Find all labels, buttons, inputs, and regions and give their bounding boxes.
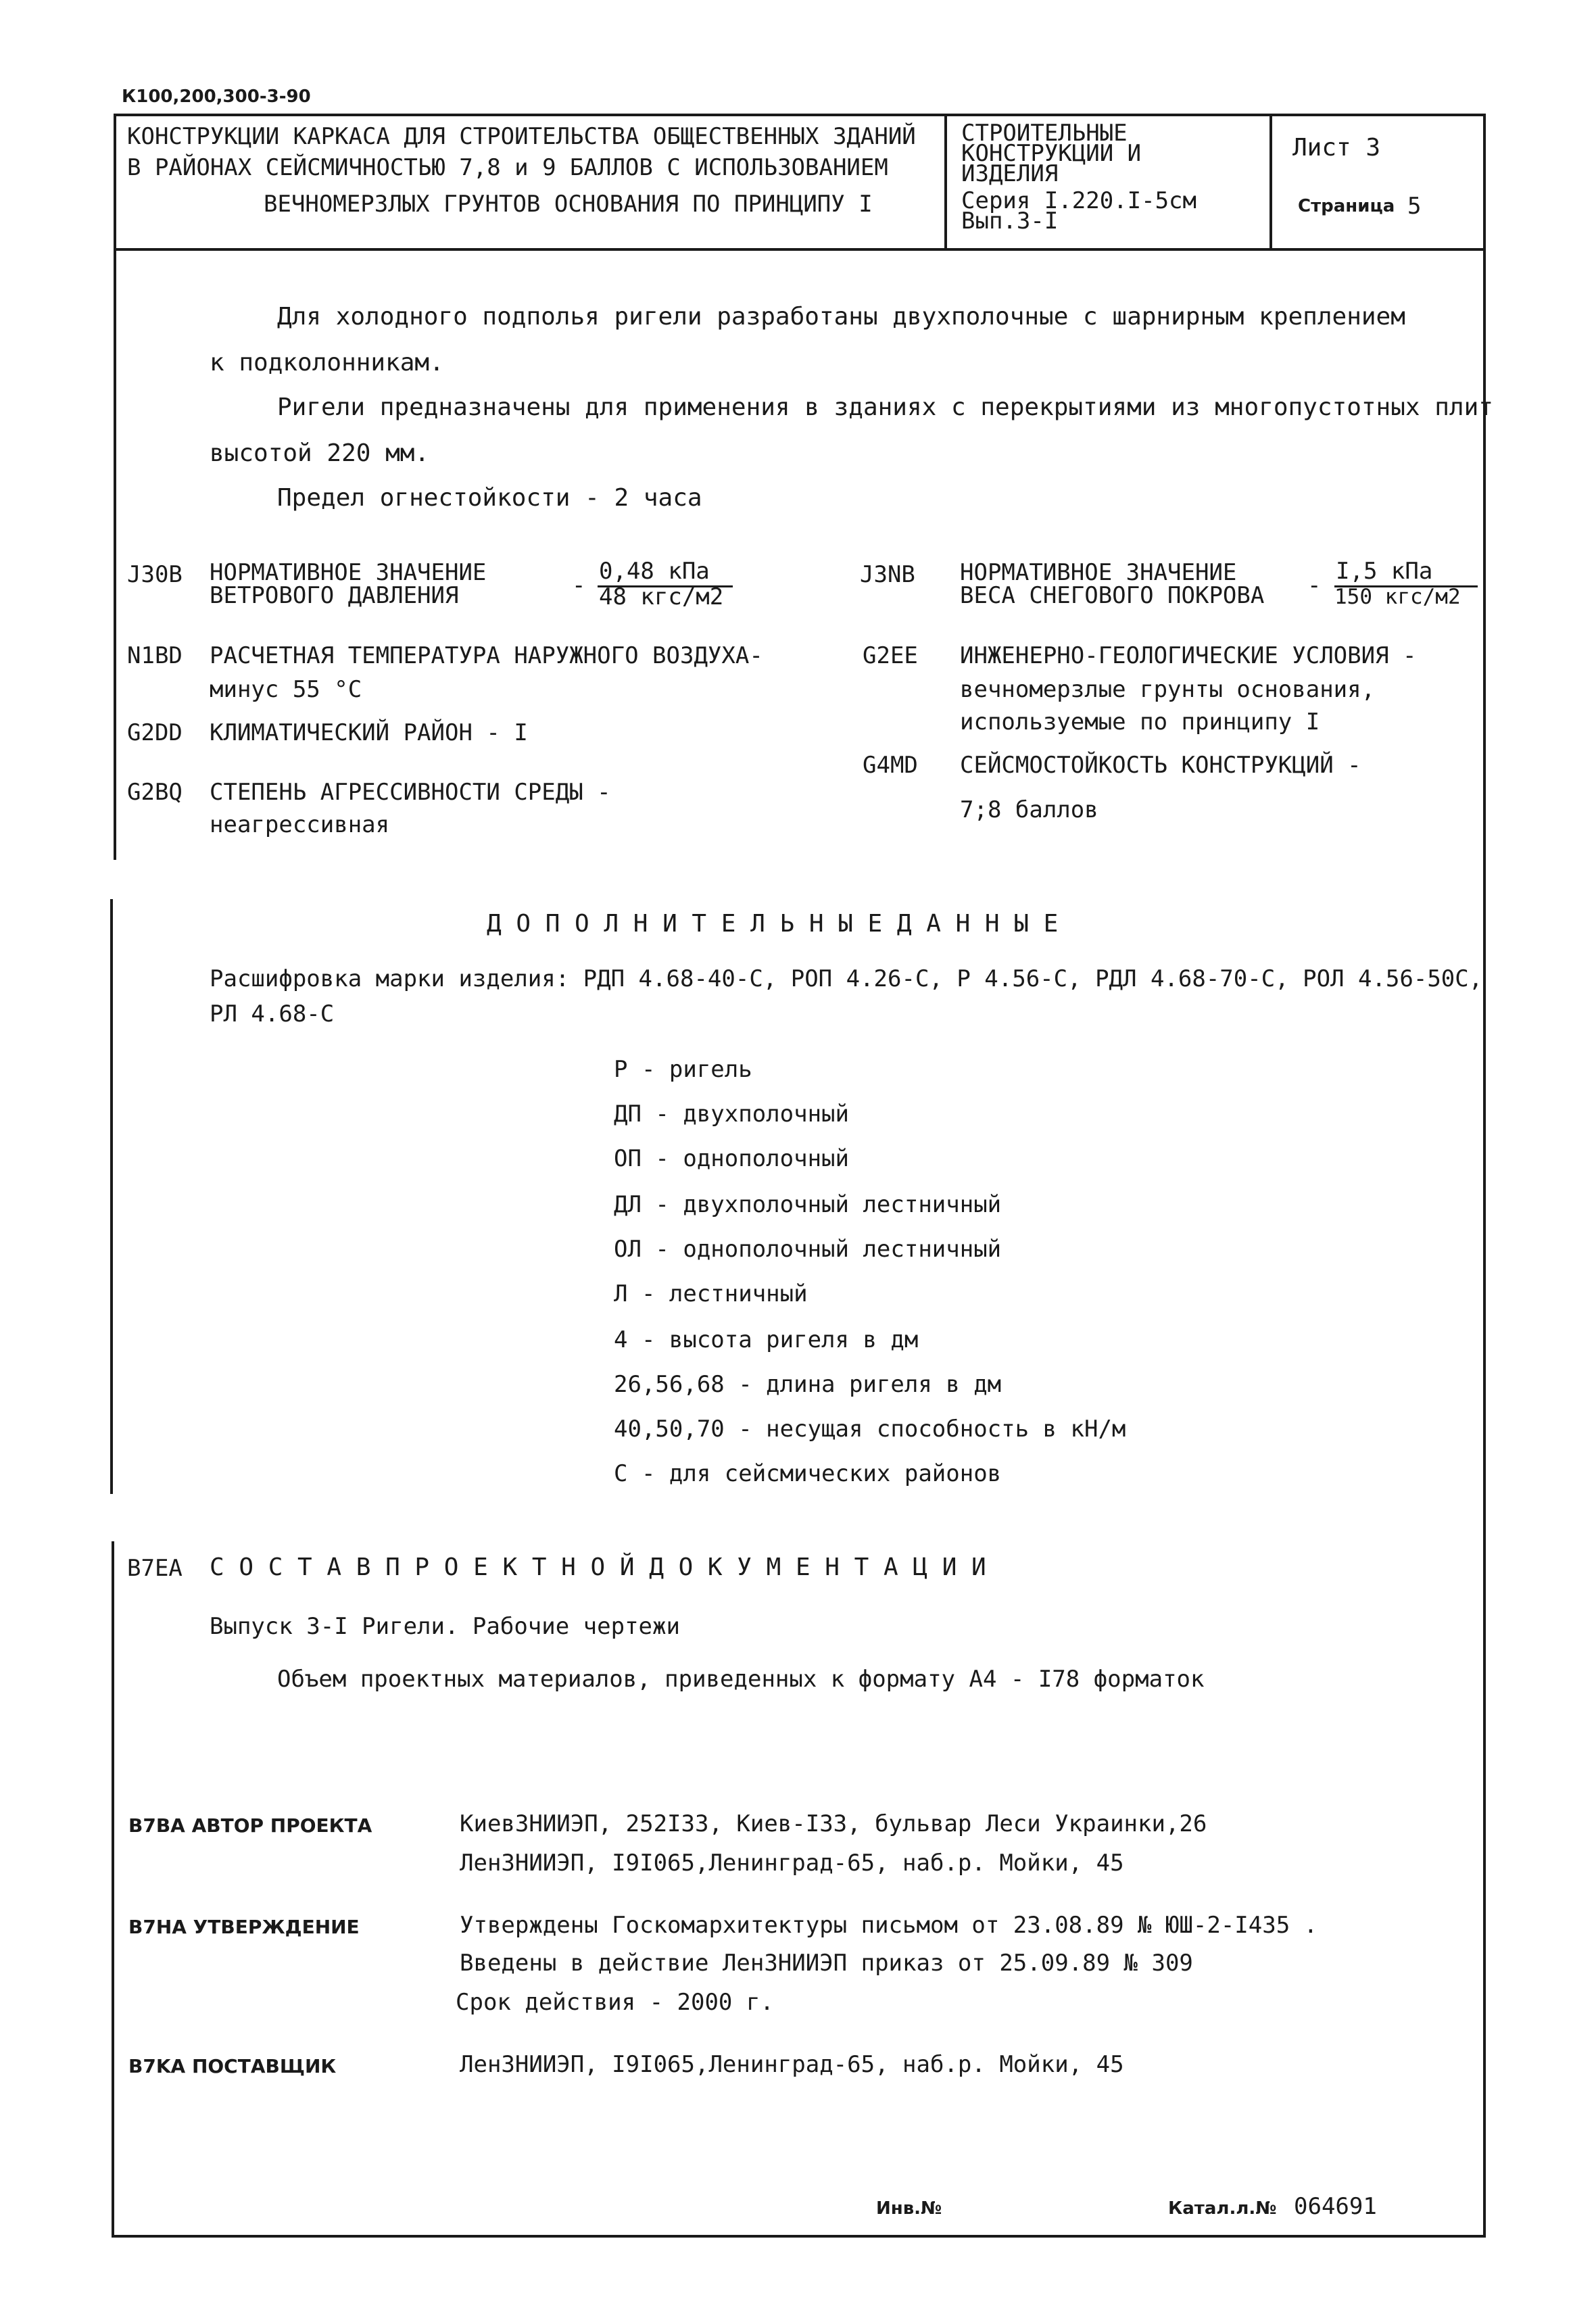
snow-load-label-1: НОРМАТИВНОЕ ЗНАЧЕНИЕ — [960, 559, 1237, 586]
header-bottom-rule — [114, 248, 1486, 251]
legend-item: ДП - двухполочный — [614, 1101, 849, 1128]
frame-left-bottom — [112, 1541, 114, 2238]
page-label: Страница — [1298, 196, 1395, 216]
climate-zone-text: КЛИМАТИЧЕСКИЙ РАЙОН - I — [210, 719, 528, 746]
author-label: B7BA АВТОР ПРОЕКТА — [128, 1814, 372, 1837]
mark-decoding-line-1: Расшифровка марки изделия: РДП 4.68-40-С, РОП 4.26-С, Р 4.56-С, РДЛ 4.68-70-С, РОЛ 4.56-50С, — [210, 965, 1483, 992]
frame-left-mid — [110, 899, 113, 1494]
composition-volume: Объем проектных материалов, приведенных к формату А4 - I78 форматок — [277, 1666, 1205, 1693]
legend-item: 26,56,68 - длина ригеля в дм — [614, 1371, 1002, 1398]
approval-line-3: Срок действия - 2000 г. — [456, 1989, 774, 2016]
geology-line-2: вечномерзлые грунты основания, — [960, 676, 1376, 703]
header-divider-2 — [1269, 114, 1272, 250]
legend-item: 4 - высота ригеля в дм — [614, 1326, 919, 1353]
wind-pressure-value-kgs: 48 кгс/м2 — [599, 583, 724, 610]
param-code-j30b: J30B — [127, 561, 183, 588]
geology-line-3: используемые по принципу I — [960, 708, 1320, 735]
header-category-line-3: ИЗДЕЛИЯ — [961, 160, 1059, 187]
supplier-line-1: ЛенЗНИИЭП, I9I065,Ленинград-65, наб.р. Мойки, 45 — [460, 2051, 1124, 2078]
composition-code: B7EA — [127, 1555, 183, 1582]
catalog-sheet-label: Катал.л.№ — [1168, 2198, 1277, 2219]
legend-item: 40,50,70 - несущая способность в кН/м — [614, 1416, 1126, 1443]
header-title-line-2: В РАЙОНАХ СЕЙСМИЧНОСТЬЮ 7,8 и 9 БАЛЛОВ С ИСПОЛЬЗОВАНИЕМ — [127, 154, 888, 181]
composition-issue: Выпуск 3-I Ригели. Рабочие чертежи — [210, 1613, 680, 1640]
param-code-n1bd: N1BD — [127, 642, 183, 669]
geology-line-1: ИНЖЕНЕРНО-ГЕОЛОГИЧЕСКИЕ УСЛОВИЯ - — [960, 642, 1417, 669]
header-title-line-1: КОНСТРУКЦИИ КАРКАСА ДЛЯ СТРОИТЕЛЬСТВА ОБЩЕСТВЕННЫХ ЗДАНИЙ — [127, 123, 916, 150]
intro-paragraph-1-line-2: к подколонникам. — [210, 349, 444, 377]
legend-item: Л - лестничный — [614, 1280, 808, 1307]
seismic-resistance-line-2: 7;8 баллов — [960, 796, 1098, 823]
mark-decoding-line-2: РЛ 4.68-С — [210, 1000, 335, 1028]
legend-item: С - для сейсмических районов — [614, 1460, 1002, 1487]
wind-pressure-dash: - — [572, 572, 586, 599]
author-line-2: ЛенЗНИИЭП, I9I065,Ленинград-65, наб.р. Мойки, 45 — [460, 1850, 1124, 1877]
author-line-1: КиевЗНИИЭП, 252I33, Киев-I33, бульвар Леси Украинки,26 — [460, 1810, 1207, 1837]
approval-label: B7HA УТВЕРЖДЕНИЕ — [128, 1916, 360, 1938]
param-code-g4md: G4MD — [863, 752, 918, 779]
legend-item: Р - ригель — [614, 1056, 752, 1083]
sheet-number: Лист 3 — [1292, 134, 1381, 162]
snow-load-dash: - — [1307, 572, 1322, 599]
aggressiveness-line-2: неагрессивная — [210, 811, 390, 838]
aggressiveness-line-1: СТЕПЕНЬ АГРЕССИВНОСТИ СРЕДЫ - — [210, 779, 611, 806]
wind-pressure-value-kpa: 0,48 кПа — [599, 558, 710, 585]
page-number: 5 — [1407, 193, 1422, 220]
snow-load-value-kgs: 150 кгс/м2 — [1334, 585, 1461, 609]
intro-paragraph-1-line-1: Для холодного подполья ригели разработаны двухполочные с шарнирным креплением — [277, 303, 1405, 331]
header-issue: Вып.3-I — [961, 208, 1059, 235]
legend-item: ОЛ - однополочный лестничный — [614, 1236, 1002, 1263]
catalog-sheet-number: 064691 — [1294, 2193, 1377, 2220]
frame-bottom — [112, 2235, 1486, 2238]
frame-top — [114, 114, 1486, 116]
snow-load-value-kpa: I,5 кПа — [1336, 558, 1433, 585]
header-series: Серия I.220.I-5см — [961, 187, 1196, 214]
approval-line-1: Утверждены Госкомархитектуры письмом от 23.08.89 № ЮШ-2-I435 . — [460, 1912, 1318, 1939]
design-temperature-line-1: РАСЧЕТНАЯ ТЕМПЕРАТУРА НАРУЖНОГО ВОЗДУХА- — [210, 642, 763, 669]
param-code-j3nb: J3NB — [860, 561, 915, 588]
header-category-line-1: СТРОИТЕЛЬНЫЕ — [961, 120, 1128, 147]
frame-left-top — [114, 114, 116, 860]
legend-item: ДЛ - двухполочный лестничный — [614, 1191, 1002, 1218]
additional-data-heading: Д О П О Л Н И Т Е Л Ь Н Ы Е Д А Н Н Ы Е — [487, 910, 1059, 938]
composition-heading: С О С Т А В П Р О Е К Т Н О Й Д О К У М Е Н Т А Ц И И — [210, 1553, 986, 1581]
seismic-resistance-line-1: СЕЙСМОСТОЙКОСТЬ КОНСТРУКЦИЙ - — [960, 752, 1361, 779]
param-code-g2bq: G2BQ — [127, 779, 183, 806]
wind-pressure-label-2: ВЕТРОВОГО ДАВЛЕНИЯ — [210, 582, 459, 609]
header-title-line-3: ВЕЧНОМЕРЗЛЫХ ГРУНТОВ ОСНОВАНИЯ ПО ПРИНЦИПУ I — [264, 191, 873, 218]
fire-resistance-text: Предел огнестойкости - 2 часа — [277, 484, 702, 512]
intro-paragraph-2-line-1: Ригели предназначены для применения в зданиях с перекрытиями из многопустотных плит — [277, 393, 1493, 421]
wind-pressure-label-1: НОРМАТИВНОЕ ЗНАЧЕНИЕ — [210, 559, 487, 586]
supplier-label: B7KA ПОСТАВЩИК — [128, 2055, 337, 2077]
snow-load-label-2: ВЕСА СНЕГОВОГО ПОКРОВА — [960, 582, 1265, 609]
param-code-g2ee: G2EE — [863, 642, 918, 669]
intro-paragraph-2-line-2: высотой 220 мм. — [210, 439, 430, 467]
frame-right — [1483, 114, 1486, 2238]
approval-line-2: Введены в действие ЛенЗНИИЭП приказ от 25.09.89 № 309 — [460, 1950, 1193, 1977]
header-category-line-2: КОНСТРУКЦИИ И — [961, 140, 1142, 167]
inventory-number-label: Инв.№ — [876, 2198, 942, 2219]
legend-item: ОП - однополочный — [614, 1145, 849, 1172]
param-code-g2dd: G2DD — [127, 719, 183, 746]
document-code: К100,200,300-3-90 — [122, 87, 311, 107]
design-temperature-line-2: минус 55 °С — [210, 676, 362, 703]
header-divider-1 — [944, 114, 947, 250]
